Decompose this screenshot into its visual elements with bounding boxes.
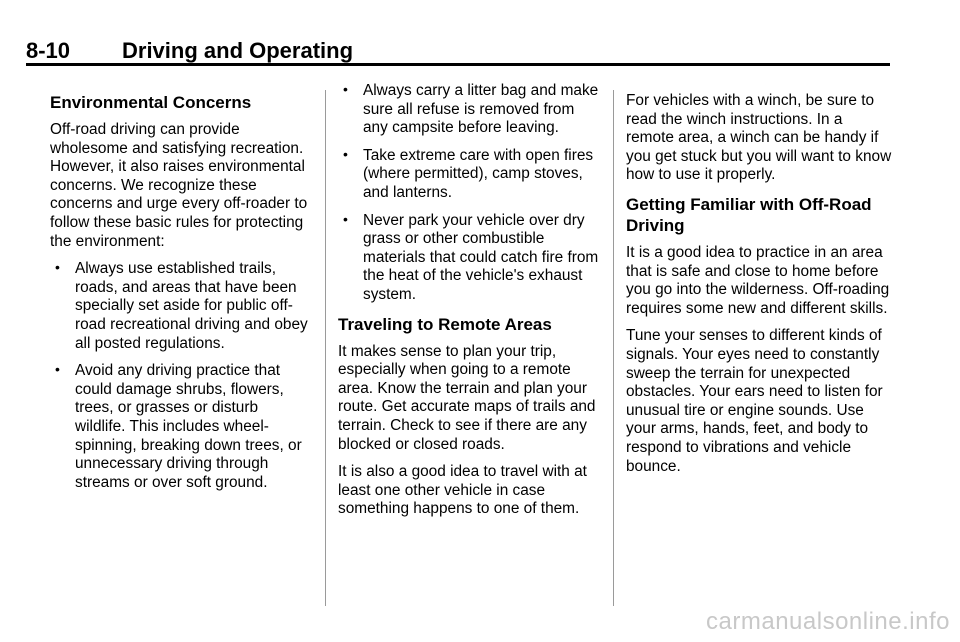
list-item-text: Avoid any driving practice that could damage shrubs, flowers, trees, or grasses or disturb wildlife. This includes wheel-spinning, breaking down trees, or unnecessary driving through streams or over soft ground. <box>75 362 302 491</box>
column-divider-1 <box>325 90 326 606</box>
body-paragraph: It is also a good idea to travel with at least one other vehicle in case something happens to one of them. <box>338 463 587 518</box>
bullet-icon: • <box>55 259 60 276</box>
page-header <box>26 38 353 64</box>
column-3 <box>626 92 894 485</box>
section-heading-traveling-to-remote-areas: Traveling to Remote Areas <box>338 314 552 334</box>
bullet-icon: • <box>55 361 60 378</box>
list-item-text: Take extreme care with open fires (where permitted), camp stoves, and lanterns. <box>363 146 594 201</box>
column-2 <box>338 82 600 528</box>
chapter-title: Driving and Operating <box>122 38 354 63</box>
list-item <box>50 260 312 353</box>
list-item-text: Always use established trails, roads, and areas that have been specially set aside for public off-road recreational driving and obey all posted regulations. <box>75 260 308 352</box>
body-paragraph: It is a good idea to practice in an area that is safe and close to home before you go into the wilderness. Off-roading requires some new and different skills. <box>626 243 890 317</box>
body-paragraph: It makes sense to plan your trip, especially when going to a remote area. Know the terrain and plan your route. Get accurate maps of trails and terrain. Check to see if there are any blocked or closed roads. <box>338 342 596 453</box>
list-item <box>338 212 600 305</box>
list-item <box>338 82 600 138</box>
bullet-list <box>338 82 600 305</box>
page-number: 8-10 <box>26 38 71 63</box>
body-paragraph: Off-road driving can provide wholesome and satisfying recreation. However, it also raises environmental concerns. We recognize these concerns and urge every off-roader to follow these basic rules for protecting the environment: <box>50 121 308 250</box>
list-item <box>50 362 312 492</box>
body-paragraph: For vehicles with a winch, be sure to read the winch instructions. In a remote area, a winch can be handy if you get stuck but you will want to know how to use it properly. <box>626 92 892 184</box>
column-divider-2 <box>613 90 614 606</box>
bullet-icon: • <box>343 81 348 97</box>
list-item-text: Never park your vehicle over dry grass or other combustible materials that could catch fire from the heat of the vehicle's exhaust system. <box>363 211 599 303</box>
bullet-list <box>50 260 312 492</box>
list-item <box>338 147 600 203</box>
header-rule <box>26 63 890 66</box>
section-heading-getting-familiar-off-road: Getting Familiar with Off-Road Driving <box>626 194 872 235</box>
section-heading-environmental-concerns: Environmental Concerns <box>50 93 252 112</box>
bullet-icon: • <box>343 145 348 162</box>
bullet-icon: • <box>343 210 348 227</box>
watermark: carmanualsonline.info <box>706 608 950 635</box>
column-1 <box>50 78 312 501</box>
list-item-text: Always carry a litter bag and make sure all refuse is removed from any campsite before leaving. <box>363 82 599 137</box>
body-paragraph: Tune your senses to different kinds of signals. Your eyes need to constantly sweep the terrain for unexpected obstacles. Your ears need to listen for unusual tire or engine sounds. Use your arms, hands, feet, and body to respond to vibrations and vehicle bounce. <box>626 327 883 475</box>
